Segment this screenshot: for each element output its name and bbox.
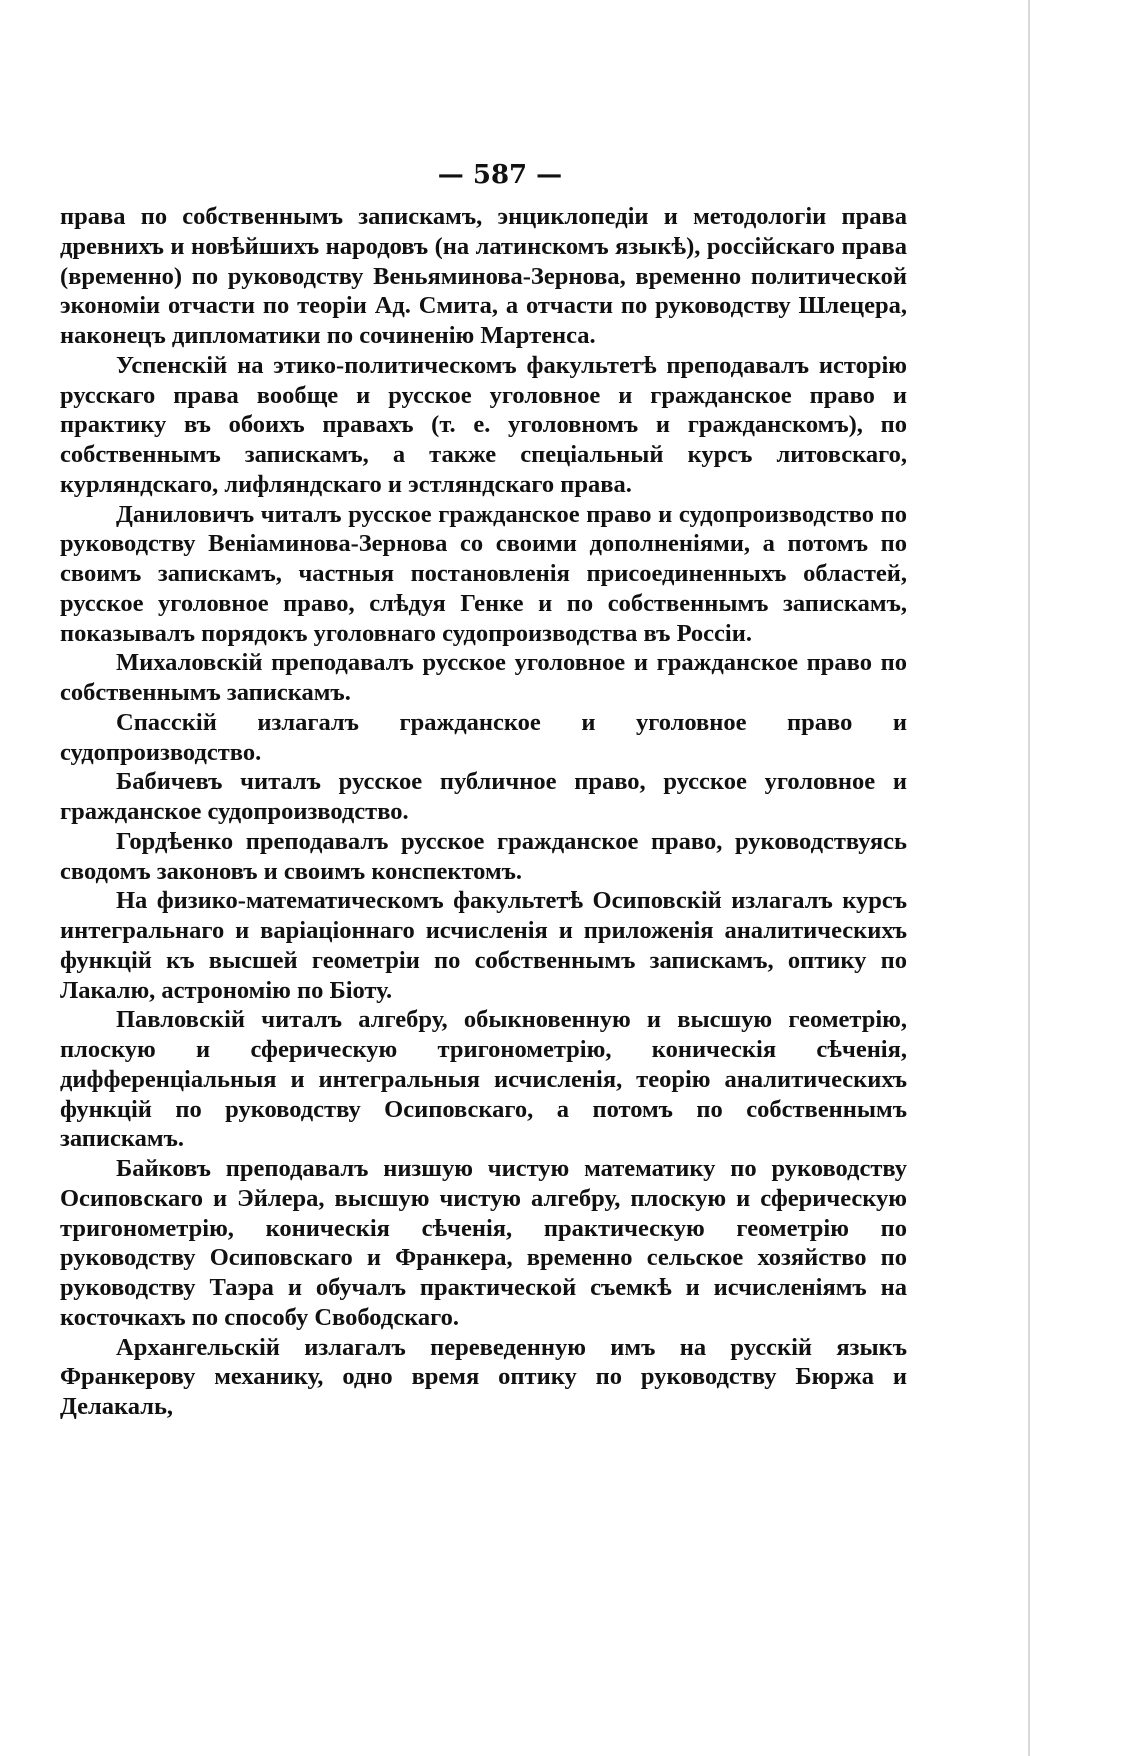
paragraph-8: На физико-математическомъ факультетѣ Осиповскій излагалъ курсъ интегральнаго и варіаціоннаго исчисленія и приложенія аналитическихъ функцій къ высшей геометріи по собственнымъ запискамъ, оптику по Лакалю, астрономію по Біоту.	[60, 887, 907, 1004]
paragraph-3: Даниловичъ читалъ русское гражданское право и судопроизводство по руководству Веніаминова-Зернова со своими дополненіями, а потомъ по своимъ запискамъ, частныя постановленія присоединенныхъ областей, русское уголовное право, слѣдуя Генке и по собственнымъ запискамъ, показывалъ порядокъ уголовнаго судопроизводства въ Россіи.	[60, 500, 907, 647]
paragraph-11: Архангельскій излагалъ переведенную имъ на русскій языкъ Франкерову механику, одно время оптику по руководству Бюржа и Делакаль,	[60, 1333, 907, 1420]
paragraph-5: Спасскій излагалъ гражданское и уголовное право и судопроизводство.	[60, 708, 907, 766]
page-number: — 587 —	[437, 160, 563, 190]
paragraph-9: Павловскій читалъ алгебру, обыкновенную и высшую геометрію, плоскую и сферическую тригонометрію, коническія сѣченія, дифференціальныя и интегральныя исчисленія, теорію аналитическихъ функцій по руководству Осиповскаго, а потомъ по собственнымъ запискамъ.	[60, 1006, 907, 1153]
paragraph-1: права по собственнымъ запискамъ, энциклопедіи и методологіи права древнихъ и новѣйшихъ народовъ (на латинскомъ языкѣ), россійскаго права (временно) по руководству Веньяминова-Зернова, временно политической экономіи отчасти по теоріи Ад. Смита, а отчасти по руководству Шлецера, наконецъ дипломатики по сочиненію Мартенса.	[60, 203, 907, 349]
paragraph-10: Байковъ преподавалъ низшую чистую математику по руководству Осиповскаго и Эйлера, высшую чистую алгебру, плоскую и сферическую тригонометрію, коническія сѣченія, практическую геометрію по руководству Осиповскаго и Франкера, временно сельское хозяйство по руководству Таэра и обучалъ практической съемкѣ и исчисленіямъ на косточкахъ по способу Свободскаго.	[60, 1155, 907, 1331]
paragraph-4: Михаловскій преподавалъ русское уголовное и гражданское право по собственнымъ запискамъ.	[60, 649, 907, 706]
text-body	[60, 202, 907, 1422]
page-edge-rule	[1028, 0, 1030, 1756]
paragraph-2: Успенскій на этико-политическомъ факультетѣ преподавалъ исторію русскаго права вообще и русское уголовное и гражданское право и практику въ обоихъ правахъ (т. е. уголовномъ и гражданскомъ), по собственнымъ запискамъ, а также спеціальный курсъ литовскаго, курляндскаго, лифляндскаго и эстляндскаго права.	[60, 351, 907, 498]
paragraph-6: Бабичевъ читалъ русское публичное право, русское уголовное и гражданское судопроизводство.	[60, 768, 907, 825]
paragraph-7: Гордѣенко преподавалъ русское гражданское право, руководствуясь сводомъ законовъ и своимъ конспектомъ.	[60, 827, 907, 885]
